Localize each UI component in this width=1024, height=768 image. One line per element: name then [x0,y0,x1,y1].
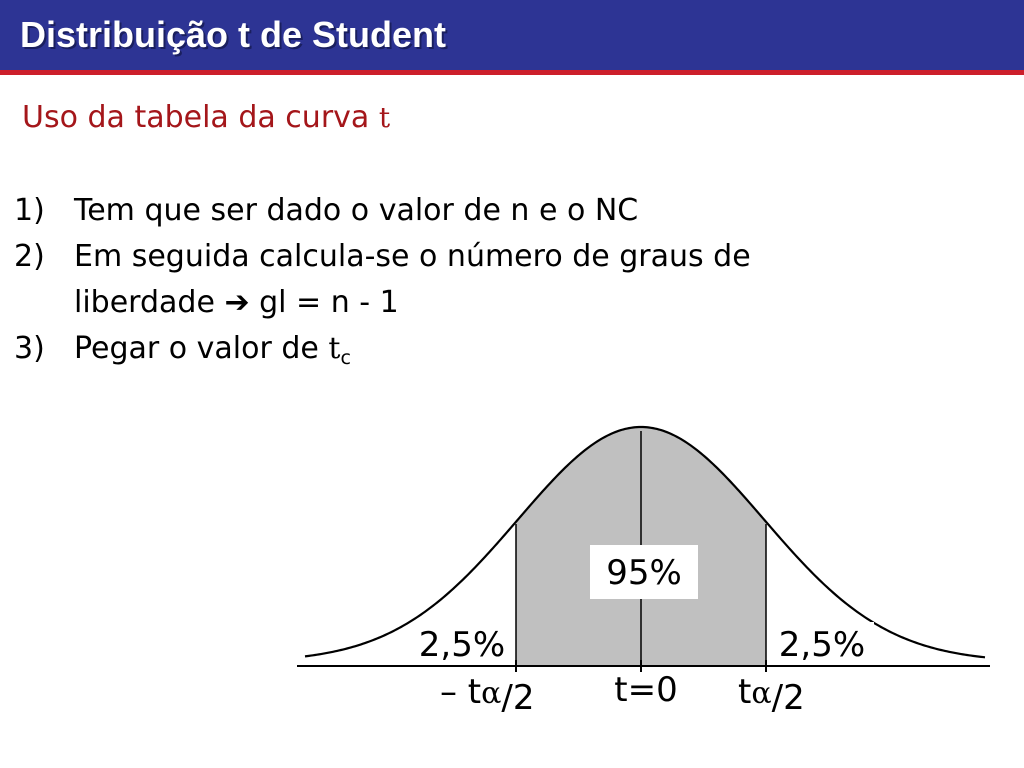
subtitle-text: Uso da tabela da curva [22,100,379,135]
slide-title: Distribuição t de Student [20,14,447,55]
left-t-label: – t [440,672,482,712]
right-t-label: t [738,672,752,712]
right-suffix-label: /2 [771,678,805,718]
right-tail-label: 2,5% [778,625,866,665]
step-number: 3) [14,331,45,366]
step-text-continued: liberdade ➔ gl = n - 1 [74,285,399,320]
step-text: Em seguida calcula-se o número de graus de [74,239,751,274]
step-number: 2) [14,239,45,274]
center-axis-label: t=0 [614,670,678,710]
step-text: Pegar o valor de [74,331,329,366]
right-alpha-label: α [751,676,772,711]
step-text: Tem que ser dado o valor de n e o NC [74,193,639,228]
t-symbol: t [328,331,341,366]
left-critical-label [440,672,535,718]
t-subscript: c [340,347,351,369]
right-critical-label [738,672,805,718]
center-percentage-label: 95% [606,553,682,593]
step-number: 1) [14,193,45,228]
left-alpha-label: α [481,676,502,711]
left-tail-label: 2,5% [418,625,506,665]
subtitle-t-symbol: t [378,101,391,134]
left-suffix-label: /2 [501,678,535,718]
